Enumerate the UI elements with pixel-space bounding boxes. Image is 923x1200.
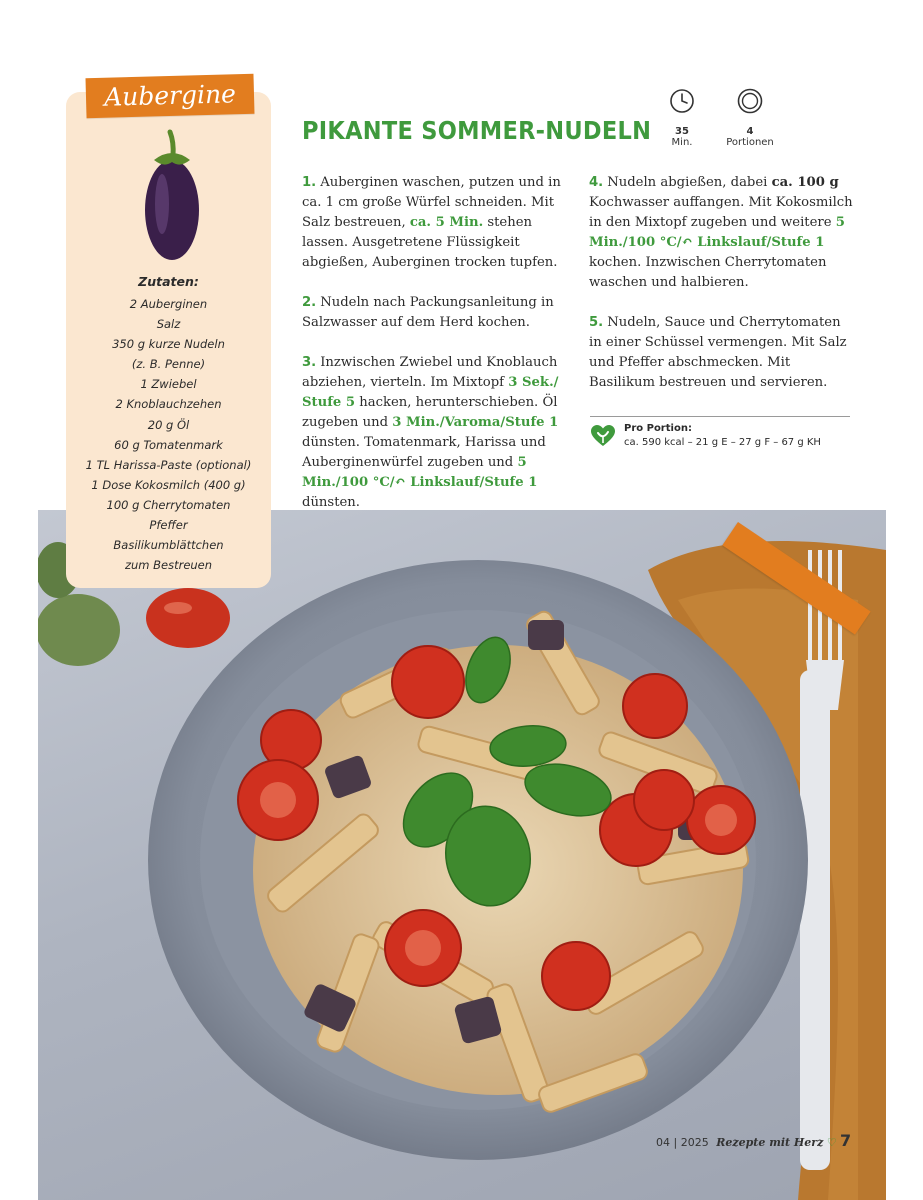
time-unit: Min. bbox=[671, 137, 693, 148]
step-text: dünsten. Tomatenmark, Harissa und Auberginenwürfel zugeben und bbox=[302, 435, 546, 470]
ingredient-item: 100 g Cherrytomaten bbox=[106, 497, 231, 512]
category-tag: Aubergine bbox=[86, 74, 255, 118]
page-number: 7 bbox=[840, 1131, 852, 1150]
ingredient-item: (z. B. Penne) bbox=[131, 357, 206, 372]
recipe-title: PIKANTE SOMMER-NUDELN bbox=[302, 116, 652, 145]
recipe-step bbox=[302, 353, 566, 513]
time-info bbox=[649, 88, 715, 148]
clock-icon bbox=[669, 88, 695, 114]
step-text: kochen. Inzwischen Cherrytomaten waschen und halbieren. bbox=[589, 255, 827, 290]
step-text: dünsten. bbox=[302, 495, 360, 510]
step-number: 5. bbox=[589, 315, 604, 330]
ingredient-item: 1 Zwiebel bbox=[140, 377, 197, 392]
step-number: 2. bbox=[302, 295, 317, 310]
issue-number: 04 | 2025 bbox=[656, 1136, 709, 1149]
ingredient-item: 20 g Öl bbox=[147, 417, 190, 432]
servings-unit: Portionen bbox=[726, 137, 774, 148]
servings-info bbox=[717, 88, 783, 148]
step-setting: ca. 5 Min. bbox=[409, 215, 484, 230]
plate-icon bbox=[737, 88, 763, 114]
step-text: Nudeln abgießen, dabei bbox=[607, 175, 772, 190]
ingredients-heading: Zutaten: bbox=[138, 274, 199, 289]
steps-column-left bbox=[302, 173, 566, 533]
ingredient-item: 60 g Tomatenmark bbox=[114, 437, 223, 452]
divider bbox=[590, 416, 850, 417]
ingredient-item: 2 Auberginen bbox=[129, 297, 208, 311]
nutrition-heading: Pro Portion: bbox=[624, 423, 692, 434]
step-text: Kochwasser auffangen. Mit Kokosmilch in den Mixtopf zugeben und weitere bbox=[589, 195, 853, 230]
steps-column-right bbox=[589, 173, 853, 413]
step-setting: 5 Min./100 °C/↶ Linkslauf/Stufe 1 bbox=[302, 455, 538, 490]
servings-value: 4 bbox=[746, 126, 754, 137]
footer bbox=[656, 1136, 837, 1149]
ingredient-item: 1 Dose Kokosmilch (400 g) bbox=[91, 477, 246, 492]
step-text: ca. 100 g bbox=[771, 175, 839, 190]
recipe-step bbox=[302, 293, 566, 333]
step-setting: 5 Min./100 °C/↶ Linkslauf/Stufe 1 bbox=[589, 215, 845, 250]
recipe-step bbox=[589, 313, 853, 393]
brand-name: Rezepte mit Herz bbox=[716, 1136, 824, 1149]
ingredient-item: Salz bbox=[156, 317, 181, 332]
ingredient-item: 2 Knoblauchzehen bbox=[115, 397, 222, 412]
ingredient-item: 1 TL Harissa-Paste (optional) bbox=[85, 457, 252, 472]
step-number: 1. bbox=[302, 175, 317, 190]
step-setting: 3 Sek./ Stufe 5 bbox=[302, 375, 559, 410]
ingredient-item: 350 g kurze Nudeln bbox=[112, 337, 225, 352]
eggplant-illustration bbox=[140, 128, 204, 263]
ingredient-item: Pfeffer bbox=[149, 518, 188, 533]
nutrition-values: ca. 590 kcal – 21 g E – 27 g F – 67 g KH bbox=[624, 437, 821, 448]
recipe-step bbox=[302, 173, 566, 273]
step-number: 4. bbox=[589, 175, 604, 190]
ingredient-item: zum Bestreuen bbox=[124, 558, 213, 573]
step-text: stehen lassen. Ausgetretene Flüssigkeit abgießen, Auberginen trocken tupfen. bbox=[302, 215, 558, 270]
heart-icon: ♡ bbox=[826, 1136, 837, 1149]
step-number: 3. bbox=[302, 355, 317, 370]
time-value: 35 bbox=[675, 126, 689, 137]
step-text: hacken, herunterschieben. Öl zugeben und bbox=[302, 395, 558, 430]
step-setting: 3 Min./Varoma/Stufe 1 bbox=[392, 415, 559, 430]
ingredient-item: Basilikumblättchen bbox=[113, 538, 224, 553]
pasta-photo bbox=[38, 510, 886, 1200]
recipe-step bbox=[589, 173, 853, 293]
step-text: Nudeln nach Packungsanleitung in Salzwasser auf dem Herd kochen. bbox=[302, 295, 554, 330]
ingredients-list bbox=[66, 294, 271, 575]
step-text: Inzwischen Zwiebel und Knoblauch abziehen, vierteln. Im Mixtopf bbox=[302, 355, 558, 390]
step-text: Nudeln, Sauce und Cherrytomaten in einer Schüssel vermengen. Mit Salz und Pfeffer abschmecken. Mit Basilikum bestreuen und servieren. bbox=[589, 315, 847, 390]
heart-leaf-icon bbox=[590, 424, 616, 448]
step-text: Auberginen waschen, putzen und in ca. 1 cm große Würfel schneiden. Mit Salz bestreuen, bbox=[302, 175, 561, 230]
